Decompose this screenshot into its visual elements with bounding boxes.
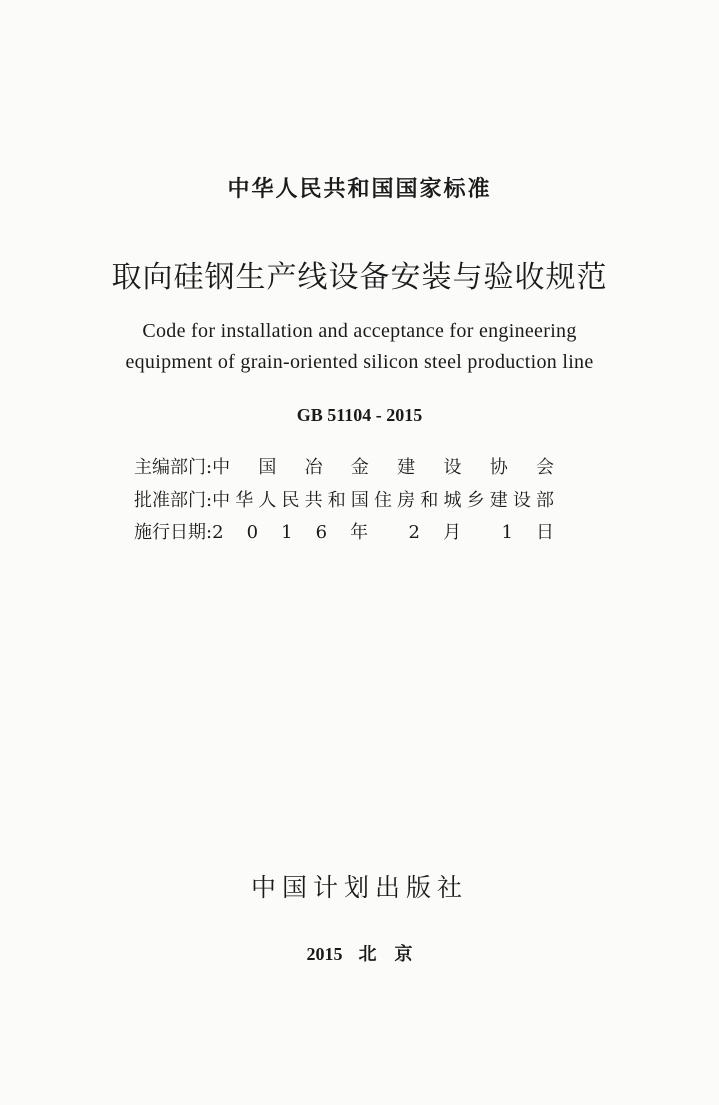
effective-date-label: 施行日期: bbox=[134, 522, 213, 543]
standard-code: GB 51104 - 2015 bbox=[296, 405, 423, 425]
approving-department-value: 中华人民共和国住房和城乡建设部 bbox=[212, 490, 554, 511]
publication-city: 北 京 bbox=[358, 944, 413, 965]
effective-date-row bbox=[134, 520, 554, 546]
title-english-line-1: Code for installation and acceptance for engineering bbox=[142, 320, 577, 342]
chief-department-value: 中 国 冶 金 建 设 协 会 bbox=[212, 457, 554, 478]
publication-year: 2015 bbox=[306, 944, 343, 964]
approving-department-label: 批准部门: bbox=[134, 490, 213, 511]
title-chinese: 取向硅钢生产线设备安装与验收规范 bbox=[111, 260, 608, 295]
publisher: 中国计划出版社 bbox=[250, 873, 468, 902]
chief-department-label: 主编部门: bbox=[134, 457, 213, 478]
publication-year-city bbox=[0, 940, 719, 966]
title-english-line-2: equipment of grain-oriented silicon steel production line bbox=[125, 351, 594, 373]
chief-department-row bbox=[134, 455, 554, 481]
standard-series: 中华人民共和国国家标准 bbox=[227, 177, 492, 202]
effective-date-value: 2 0 1 6 年 2 月 1 日 bbox=[212, 522, 554, 543]
approving-department-row bbox=[134, 488, 554, 514]
